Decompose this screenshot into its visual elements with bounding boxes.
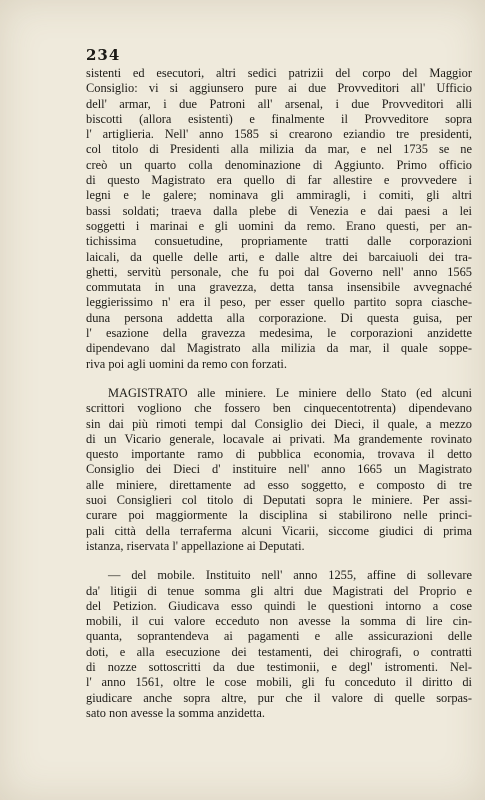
text-line: suoi Consiglieri col titolo di Deputati sopra le miniere. Per assi- — [86, 493, 472, 508]
text-line: Consiglio dei Dieci d' instituire nell' anno 1665 un Magistrato — [86, 462, 472, 477]
text-line: istanza, riservata l' appellazione ai Deputati. — [86, 538, 305, 553]
text-line: MAGISTRATO alle miniere. Le miniere dello Stato (ed alcuni — [108, 385, 472, 400]
paragraph-milizia-da-mar — [86, 66, 472, 372]
text-line: questo importante ramo di pubblica economia, trovava il detto — [86, 447, 472, 462]
text-line: tichissima consuetudine, propriamente tratti dalle corporazioni — [86, 234, 472, 249]
text-line: alle miniere, direttamente ad esso soggetto, e composto di tre — [86, 477, 472, 492]
text-line: sato non avesse la somma anzidetta. — [86, 705, 265, 720]
text-line: l' artiglieria. Nell' anno 1585 si crearono eziandio tre presidenti, — [86, 127, 472, 142]
text-line: di questo Magistrato era quello di far allestire e provvedere i — [86, 173, 472, 188]
text-line: bassi soldati; traeva dalla plebe di Venezia e dai paesi a lei — [86, 203, 472, 218]
text-line: biscotti (allora esistenti) e finalmente il Provveditore sopra — [86, 111, 472, 126]
text-line: — del mobile. Instituito nell' anno 1255, affine di sollevare — [108, 568, 472, 583]
text-line: da' litigii di tenue somma gli altri due Magistrati del Proprio e — [86, 583, 472, 598]
paragraph-magistrato-alle-miniere — [86, 386, 472, 554]
page-number: 234 — [86, 46, 121, 64]
text-line: doti, e alla esecuzione dei testamenti, dei chirografi, o contratti — [86, 644, 472, 659]
text-line: soggetti i marinai e gli uomini da remo. Erano questi, per an- — [86, 218, 472, 233]
text-line: sistenti ed esecutori, altri sedici patrizii del corpo del Maggior — [86, 66, 472, 80]
text-line: dell' armar, i due Patroni all' arsenal, i due Provveditori alli — [86, 96, 472, 111]
text-line: duna persona addetta alla corporazione. Di questa guisa, per — [86, 310, 472, 325]
text-line: l' esazione della gravezza medesima, le corporazioni anzidette — [86, 326, 472, 341]
text-line: di un Vicario generale, locavale ai privati. Ma grandemente rovinato — [86, 431, 472, 446]
text-line: dipendevano dal Magistrato alla milizia da mar, il quale soppe- — [86, 341, 472, 356]
text-line: col titolo di Presidenti alla milizia da mar, e nel 1735 se ne — [86, 142, 472, 157]
text-line: legni e le galere; nominava gli ammiragli, i comiti, gli altri — [86, 188, 472, 203]
text-line: creò un quarto colla denominazione di Aggiunto. Primo officio — [86, 157, 472, 172]
text-line: di nozze sottoscritti da due testimonii, e degl' istromenti. Nel- — [86, 659, 472, 674]
text-line: leggierissimo n' era il peso, per esser quello partito sopra ciasche- — [86, 295, 472, 310]
text-line: l' anno 1561, oltre le cose mobili, gli fu conceduto il diritto di — [86, 675, 472, 690]
text-line: curare poi maggiormente la disciplina si stabilirono nelle princi- — [86, 508, 472, 523]
text-line: mobili, il cui valore eccedutο non avesse la somma di lire cin- — [86, 614, 472, 629]
text-line: pali città della terraferma alcuni Vicarii, siccome giudici di prima — [86, 523, 472, 538]
text-line: quanta, soprantendeva ai pagamenti e alle assicurazioni delle — [86, 629, 472, 644]
text-line: ghetti, servitù personale, che fu poi dal Governo nell' anno 1565 — [86, 264, 472, 279]
body-text — [86, 66, 472, 721]
text-line: Consiglio: vi si aggiunsero pure ai due Provveditori all' Ufficio — [86, 81, 472, 96]
text-line: giudicare anche sopra altre, pur che il valore di quelle sorpas- — [86, 690, 472, 705]
text-line: riva poi agli uomini da remo con forzati. — [86, 356, 287, 371]
text-line: sin dai più rimoti tempi dal Consiglio dei Dieci, il quale, a mezzo — [86, 416, 472, 431]
paragraph-magistrato-del-mobile — [86, 568, 472, 721]
text-line: laicali, da quelle delle arti, e dalle altre dei barcaiuoli dei tra- — [86, 249, 472, 264]
text-line: commutata in una gravezza, detta tansa insensibile avvegnaché — [86, 280, 472, 295]
text-line: scrittori vogliono che fossero ben cinquecentotrenta) dipendevano — [86, 401, 472, 416]
text-line: del Petizion. Giudicava esso quindi le questioni intorno a cose — [86, 598, 472, 613]
